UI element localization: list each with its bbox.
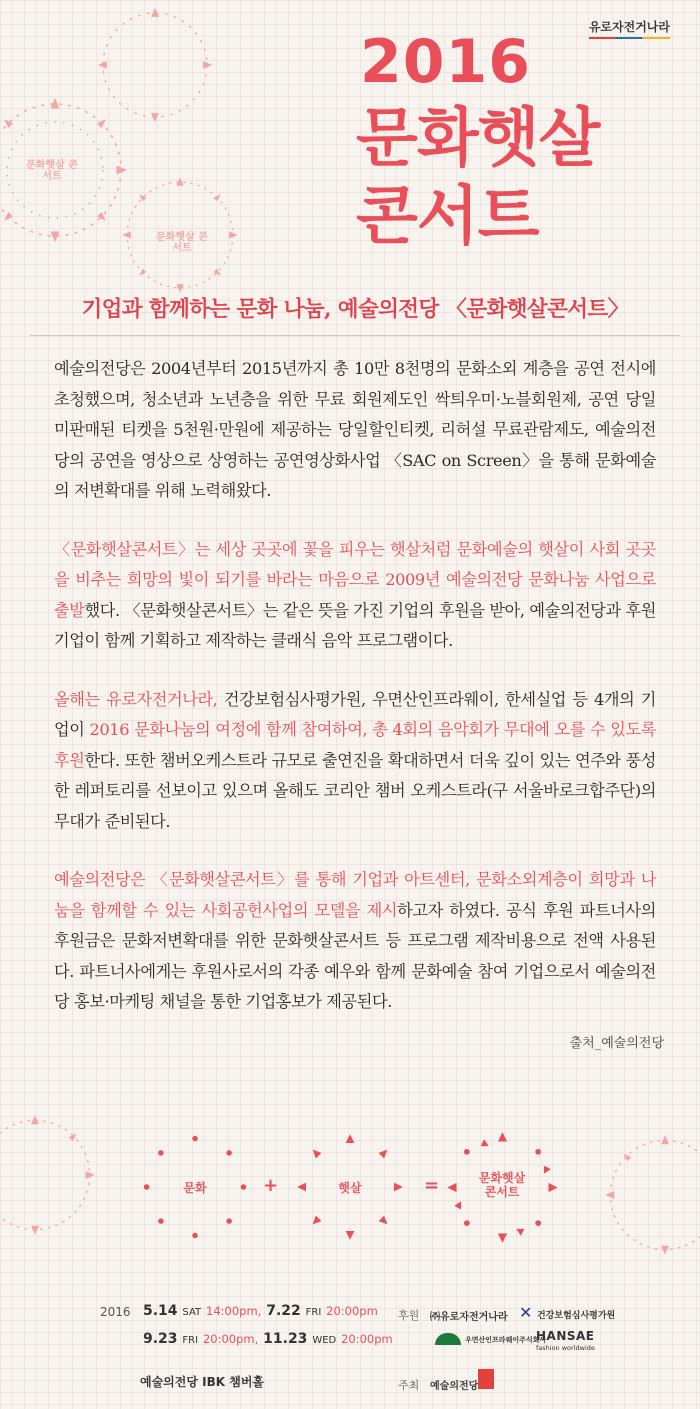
sponsor-logo-2: 건강보험심사평가원 bbox=[537, 1311, 616, 1321]
hero-title-line2: 콘서트 bbox=[356, 180, 539, 254]
equation-result-line2: 콘서트 bbox=[484, 1185, 520, 1199]
hero-title bbox=[356, 100, 686, 256]
paragraph-4-highlight: 예술의전당은 〈문화햇살콘서트〉를 통해 기업과 아트센터, 문화소외계층이 희망과 나눔을 함께할 수 있는 사회공헌사업의 모델을 제시 bbox=[54, 870, 656, 920]
hero-title-line1: 문화햇살 bbox=[356, 102, 600, 176]
schedule-row-2 bbox=[143, 1331, 393, 1347]
sponsor-label: 후원 bbox=[398, 1309, 420, 1322]
time-1: 14:00pm, bbox=[206, 1304, 262, 1318]
hero-year: 2016 bbox=[360, 27, 531, 97]
date-1: 5.14 bbox=[143, 1303, 178, 1319]
subtitle-divider bbox=[30, 335, 680, 336]
deco-label-1: 문화햇살 콘서트 bbox=[26, 160, 78, 182]
schedule-row-1 bbox=[143, 1303, 378, 1319]
top-sponsor-logo bbox=[589, 18, 670, 39]
paragraph-3-highlight-1: 올해는 유로자전거나라, bbox=[54, 689, 218, 709]
paragraph-3-highlight-2: 2016 문화나눔의 여정에 함께 참여하여, 총 4회의 음악회가 무대에 오를 수 있도록 후원 bbox=[54, 720, 656, 770]
host-logo: 예술의전당 bbox=[430, 1381, 479, 1392]
paragraph-4-text: 하고자 하였다. 공식 후원 파트너사의 후원금은 문화저변확대를 위한 문화햇살콘서트 등 프로그램 제작비용으로 전액 사용된다. 파트너사에게는 후원사로서의 각종 예우와 함께 문화예술 참여 기업으로서 예술의전당 홍보·마케팅 채널을 통한 기업홍보가 제공된다. bbox=[54, 900, 656, 1011]
sponsor-logo-3: 우면산인프라웨이주식회사 bbox=[465, 1336, 547, 1344]
date-4: 11.23 bbox=[263, 1331, 308, 1347]
paragraph-3-text-2: 한다. 또한 챔버오케스트라 규모로 출연진을 확대하면서 더욱 깊이 있는 연주와 풍성한 레퍼토리를 선보이고 있으며 올해도 코리안 챔버 오케스트라(구 서울바로크합주단)의 무대가 준비된다. bbox=[54, 750, 656, 831]
paragraph-2-highlight: 〈문화햇살콘서트〉는 세상 곳곳에 꽃을 피우는 햇살처럼 문화예술의 햇살이 사회 곳곳을 비추는 희망의 빛이 되기를 바라는 마음으로 2009년 예술의전당 문화나눔 사업으로 출발 bbox=[54, 539, 656, 620]
sponsor-logo-3-mark bbox=[435, 1333, 461, 1345]
article bbox=[40, 295, 670, 1051]
equation-result-line1: 문화햇살 bbox=[478, 1171, 526, 1185]
paragraph-3 bbox=[40, 685, 670, 838]
deco-ring-bottom-right bbox=[600, 1130, 700, 1260]
equation-result bbox=[467, 1171, 537, 1199]
paragraph-4 bbox=[40, 865, 670, 1018]
deco-ring-bottom-left bbox=[0, 1110, 100, 1240]
time-4: 20:00pm bbox=[341, 1332, 393, 1346]
paragraph-2-text: 했다. 〈문화햇살콘서트〉는 같은 뜻을 가진 기업의 후원을 받아, 예술의전당과 후원기업이 함께 기획하고 제작하는 클래식 음악 프로그램이다. bbox=[54, 600, 656, 650]
equation-plus: + bbox=[263, 1175, 279, 1196]
venue-logos: 예술의전당 IBK 챔버홀 bbox=[140, 1375, 265, 1389]
equation-word-2: 햇살 bbox=[338, 1181, 362, 1195]
sponsor-logo-4-sub: fashion worldwide bbox=[536, 1344, 595, 1352]
equation-graphic bbox=[0, 1120, 700, 1290]
logo-color-bar bbox=[589, 37, 670, 39]
deco-label-2: 문화햇살 콘서트 bbox=[156, 232, 208, 254]
article-subtitle: 기업과 함께하는 문화 나눔, 예술의전당 〈문화햇살콘서트〉 bbox=[81, 297, 629, 322]
time-3: 20:00pm, bbox=[202, 1332, 259, 1346]
day-1: SAT bbox=[182, 1307, 202, 1318]
host-logo-mark bbox=[478, 1369, 494, 1389]
schedule-year: 2016 bbox=[100, 1305, 131, 1319]
deco-ring-top bbox=[90, 0, 220, 130]
day-3: FRI bbox=[182, 1335, 199, 1346]
equation-equals: = bbox=[424, 1175, 440, 1196]
sponsor-logo-4: HANSAE bbox=[536, 1329, 595, 1343]
footer bbox=[0, 1295, 700, 1409]
paragraph-3-text-1: 건강보험심사평가원, 우면산인프라웨이, 한세실업 등 4개의 기업이 bbox=[54, 689, 656, 739]
day-4: WED bbox=[312, 1335, 337, 1346]
date-3: 9.23 bbox=[143, 1331, 178, 1347]
date-2: 7.22 bbox=[266, 1303, 301, 1319]
source-credit: 출처_예술의전당 bbox=[569, 1035, 664, 1051]
top-sponsor-name: 유로자전거나라 bbox=[588, 20, 670, 34]
time-2: 20:00pm bbox=[326, 1304, 378, 1318]
paragraph-2 bbox=[40, 535, 670, 657]
host-label: 주최 bbox=[398, 1379, 420, 1392]
sponsor-logo-1: ㈜유로자전거나라 bbox=[430, 1312, 508, 1323]
day-2: FRI bbox=[305, 1307, 322, 1318]
header bbox=[0, 0, 700, 285]
equation-word-1: 문화 bbox=[183, 1181, 207, 1195]
paragraph-1: 예술의전당은 2004년부터 2015년까지 총 10만 8천명의 문화소외 계층을 공연 전시에 초청했으며, 청소년과 노년층을 위한 무료 회원제도인 싹틔우미·노블회원제, 공연 당일 미판매된 티켓을 5천원·만원에 제공하는 당일할인티켓, 리허설 무료관람제도, 예술의전당의 공연을 영상으로 상영하는 공연영상화사업 〈SAC on Screen〉을 통해 문화예술의 저변확대를 위해 노력해왔다. bbox=[54, 359, 656, 500]
sponsor-logo-2-mark: ✕ bbox=[519, 1303, 533, 1322]
